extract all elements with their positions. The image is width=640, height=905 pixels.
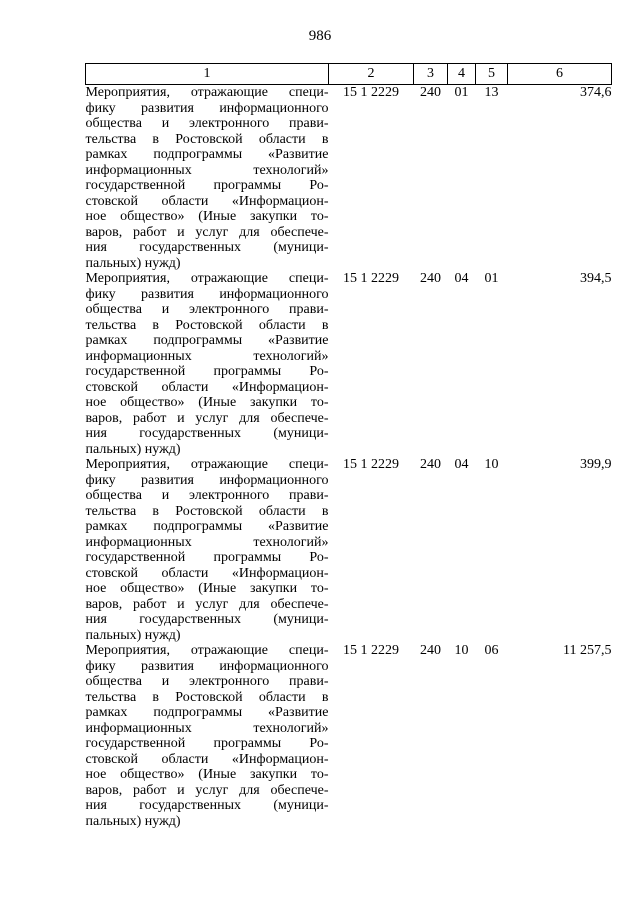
description-line: пальных) нужд) <box>85 441 181 457</box>
description-line: ния государственных (муници- <box>85 612 329 627</box>
description-line: Мероприятия, отражающие специ- <box>85 271 329 286</box>
description-line: варов, работ и услуг для обеспече- <box>85 224 329 240</box>
col-header-3: 3 <box>414 64 448 85</box>
col-header-1: 1 <box>86 64 329 85</box>
description-line: ное общество» (Иные закупки то- <box>85 395 329 410</box>
expense-type-code: 240 <box>420 271 441 286</box>
description-line: тельства в Ростовской области в <box>85 503 329 519</box>
row-description <box>86 85 329 272</box>
description-line: государственной программы Ро- <box>85 178 329 193</box>
description-line: информационных технологий» <box>85 720 329 736</box>
description-line: фику развития информационного <box>85 100 329 116</box>
description-line: фику развития информационного <box>85 286 329 302</box>
budget-table <box>85 63 612 829</box>
description-line: тельства в Ростовской области в <box>85 131 329 147</box>
row-description <box>86 271 329 457</box>
description-line: Мероприятия, отражающие специ- <box>85 85 329 100</box>
description-line: ния государственных (муници- <box>85 426 329 441</box>
amount: 394,5 <box>580 271 612 286</box>
description-line: стовской области «Информацион- <box>85 565 329 581</box>
expense-type-code: 240 <box>420 643 441 658</box>
col-header-2: 2 <box>329 64 414 85</box>
section-code: 10 <box>454 643 469 658</box>
amount: 374,6 <box>580 85 612 100</box>
description-line: варов, работ и услуг для обеспече- <box>85 596 329 612</box>
header-row <box>86 64 612 85</box>
description-line: государственной программы Ро- <box>85 364 329 379</box>
description-line: рамках подпрограммы «Развитие <box>85 519 329 534</box>
description-line: стовской области «Информацион- <box>85 379 329 395</box>
description-line: фику развития информационного <box>85 658 329 674</box>
description-line: Мероприятия, отражающие специ- <box>85 643 329 658</box>
description-line: рамках подпрограммы «Развитие <box>85 333 329 348</box>
description-line: фику развития информационного <box>85 472 329 488</box>
target-article-code: 15 1 2229 <box>343 457 399 472</box>
target-article-code: 15 1 2229 <box>343 271 399 286</box>
description-line: общества и электронного прави- <box>85 116 329 131</box>
description-line: общества и электронного прави- <box>85 488 329 503</box>
description-line: варов, работ и услуг для обеспече- <box>85 782 329 798</box>
description-line: рамках подпрограммы «Развитие <box>85 147 329 162</box>
amount: 11 257,5 <box>563 643 612 658</box>
section-code: 01 <box>454 85 469 100</box>
table-row <box>86 643 612 829</box>
description-line: ное общество» (Иные закупки то- <box>85 767 329 782</box>
target-article-code: 15 1 2229 <box>343 85 399 100</box>
description-line: тельства в Ростовской области в <box>85 317 329 333</box>
description-line: информационных технологий» <box>85 162 329 178</box>
page-number: 986 <box>308 28 332 44</box>
description-line: общества и электронного прави- <box>85 302 329 317</box>
row-description <box>86 457 329 643</box>
description-line: варов, работ и услуг для обеспече- <box>85 410 329 426</box>
subsection-code: 13 <box>484 85 499 100</box>
description-line: общества и электронного прави- <box>85 674 329 689</box>
description-line: стовской области «Информацион- <box>85 193 329 209</box>
expense-type-code: 240 <box>420 85 441 100</box>
description-line: ния государственных (муници- <box>85 240 329 255</box>
description-line: рамках подпрограммы «Развитие <box>85 705 329 720</box>
table-row <box>86 457 612 643</box>
subsection-code: 06 <box>484 643 499 658</box>
subsection-code: 01 <box>484 271 499 286</box>
description-line: ное общество» (Иные закупки то- <box>85 581 329 596</box>
row-description <box>86 643 329 829</box>
table-row <box>86 85 612 272</box>
expense-type-code: 240 <box>420 457 441 472</box>
col-header-6: 6 <box>508 64 612 85</box>
section-code: 04 <box>454 457 469 472</box>
description-line: государственной программы Ро- <box>85 736 329 751</box>
description-line: ния государственных (муници- <box>85 798 329 813</box>
description-line: тельства в Ростовской области в <box>85 689 329 705</box>
target-article-code: 15 1 2229 <box>343 643 399 658</box>
section-code: 04 <box>454 271 469 286</box>
description-line: государственной программы Ро- <box>85 550 329 565</box>
description-line: информационных технологий» <box>85 348 329 364</box>
description-line: стовской области «Информацион- <box>85 751 329 767</box>
description-line: информационных технологий» <box>85 534 329 550</box>
amount: 399,9 <box>580 457 612 472</box>
col-header-5: 5 <box>476 64 508 85</box>
description-line: ное общество» (Иные закупки то- <box>85 209 329 224</box>
subsection-code: 10 <box>484 457 499 472</box>
description-line: Мероприятия, отражающие специ- <box>85 457 329 472</box>
description-line: пальных) нужд) <box>85 627 181 643</box>
table-row <box>86 271 612 457</box>
description-line: пальных) нужд) <box>85 813 181 829</box>
col-header-4: 4 <box>448 64 476 85</box>
description-line: пальных) нужд) <box>85 255 181 271</box>
